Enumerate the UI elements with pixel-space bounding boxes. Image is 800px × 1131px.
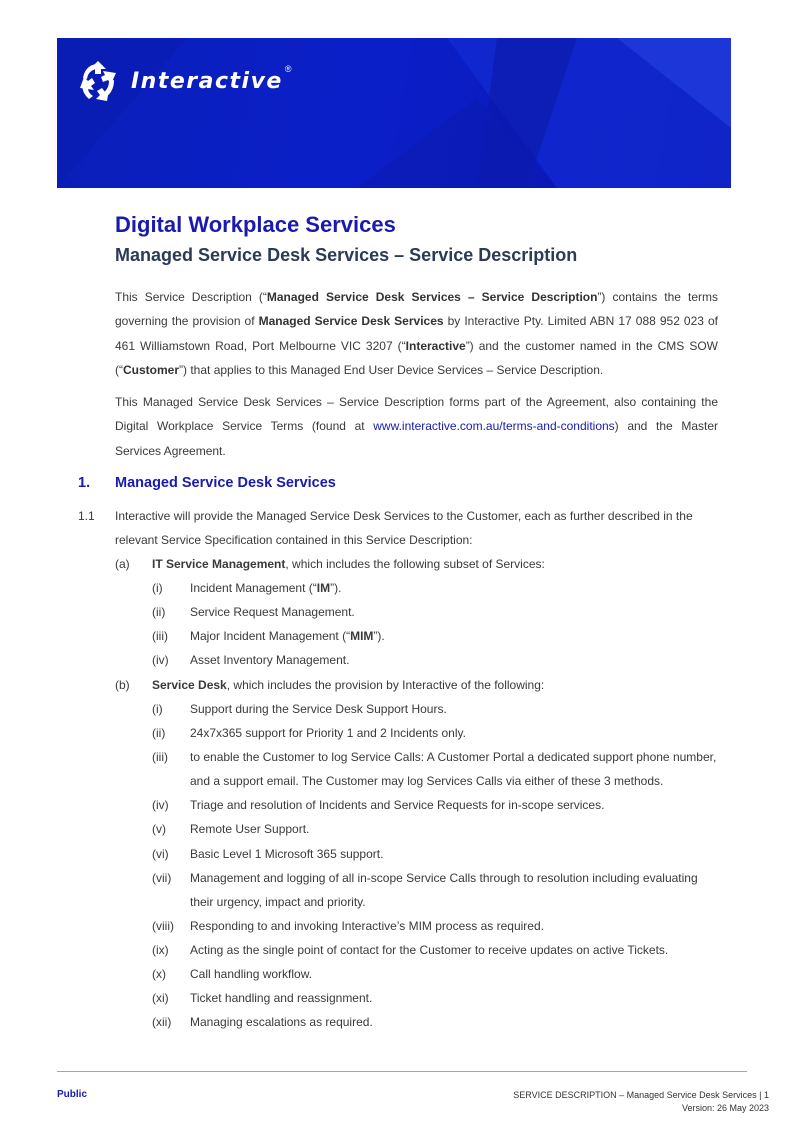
bold-run: Managed Service Desk Services [258,314,444,329]
text-run: Asset Inventory Management. [190,653,350,667]
section-title: Managed Service Desk Services [115,475,336,491]
subitem-text: Basic Level 1 Microsoft 365 support. [190,847,384,861]
text-run: ) and the Master Services Agreement. [115,419,719,458]
intro-paragraph-1 [115,285,718,382]
subitem-number: (iv) [152,653,169,667]
text-run: Service Request Management. [190,605,355,619]
bold-run: Interactive [405,338,466,353]
item-b-label: (b) [115,678,130,692]
subitem-number: (ii) [152,726,166,740]
company-logo [77,58,291,104]
subitem-text: to enable the Customer to log Service Calls: A Customer Portal a dedicated support phone number, [190,750,717,764]
subitem-number: (xii) [152,1015,172,1029]
subitem-text: Management and logging of all in-scope Service Calls through to resolution including evaluating [190,871,698,885]
text-run: ”) and the customer named in the CMS SOW (“ [115,338,718,377]
bold-run: Service Desk [152,678,227,692]
text-run: This Service Description (“ [115,290,267,304]
item-a-label: (a) [115,557,130,571]
intro-paragraph-2 [115,390,718,463]
subitem-number: (ii) [152,605,166,619]
logo-wordmark: Interactive [131,68,283,94]
text-run: ”). [330,581,342,595]
version-label: Version: 26 May 2023 [681,1103,769,1113]
bold-run: MIM [350,629,374,643]
text-run: , which includes the following subset of Services: [285,557,545,571]
subitem-text [190,576,341,600]
subitem-number: (i) [152,581,163,595]
subitem-number: (vii) [152,871,172,885]
bold-run: Managed Service Desk Services – Service Description [266,290,598,304]
section-number: 1. [78,475,91,491]
footer-reference [513,1089,769,1115]
subitem-text: Ticket handling and reassignment. [190,991,373,1005]
subitem-number: (viii) [152,919,174,933]
text-run: This Managed Service Desk Services – Service Description forms part of the Agreement, also containing the Digital Workplace Service Terms (found at [115,395,718,434]
item-b-text [152,673,544,697]
bold-run: IT Service Management [152,557,286,571]
subitem-text: 24x7x365 support for Priority 1 and 2 Incidents only. [190,726,466,740]
subitem-text-continued: and a support email. The Customer may log Services Calls via either of these 3 methods. [190,774,664,788]
subitem-text: Responding to and invoking Interactive’s MIM process as required. [190,919,544,933]
subitem-number: (iv) [152,798,169,812]
bold-run: IM [316,581,331,595]
subitem-number: (v) [152,822,166,836]
subitem-number: (i) [152,702,163,716]
document-subtitle: Managed Service Desk Services – Service Description [115,245,578,265]
logo-recycle-icon [77,58,119,104]
header-banner [57,38,731,188]
text-run: Incident Management (“ [190,581,317,595]
subitem-number: (xi) [152,991,169,1005]
subitem-text-continued: their urgency, impact and priority. [190,895,366,909]
clause-text-line-2: relevant Service Specification contained in this Service Description: [115,533,473,547]
subitem-number: (vi) [152,847,169,861]
doc-reference: SERVICE DESCRIPTION – Managed Service Desk Services | 1 [513,1090,769,1100]
bold-run: Customer [123,362,180,377]
subitem-text: Triage and resolution of Incidents and Service Requests for in-scope services. [190,798,605,812]
subitem-number: (iii) [152,750,168,764]
item-a-text [152,552,545,576]
subitem-text: Call handling workflow. [190,967,313,981]
subitem-text: Support during the Service Desk Support Hours. [190,702,447,716]
footer-divider [57,1071,747,1072]
text-run: , which includes the provision by Interactive of the following: [226,678,545,692]
terms-link[interactable]: www.interactive.com.au/terms-and-conditions [373,419,615,434]
registered-mark: ® [284,64,292,74]
text-run: Major Incident Management (“ [190,629,351,643]
subitem-text: Remote User Support. [190,822,310,836]
subitem-text [190,648,349,672]
document-title: Digital Workplace Services [115,212,396,237]
subitem-text: Acting as the single point of contact for the Customer to receive updates on active Tickets. [190,943,669,957]
subitem-text [190,624,385,648]
text-run: ”) contains the terms governing the provision of [115,290,718,329]
subitem-number: (x) [152,967,166,981]
clause-number: 1.1 [78,509,95,523]
text-run: ”) that applies to this Managed End User Device Services – Service Description. [179,362,604,377]
subitem-number: (ix) [152,943,169,957]
text-run: by Interactive Pty. Limited ABN 17 088 952 023 of 461 Williamstown Road, Port Melbourne VIC 3207 (“ [115,314,718,353]
classification-label: Public [57,1089,88,1100]
clause-text-line-1: Interactive will provide the Managed Service Desk Services to the Customer, each as further described in the [115,509,693,523]
subitem-text [190,600,355,624]
subitem-number: (iii) [152,629,168,643]
text-run: ”). [373,629,385,643]
subitem-text: Managing escalations as required. [190,1015,373,1029]
